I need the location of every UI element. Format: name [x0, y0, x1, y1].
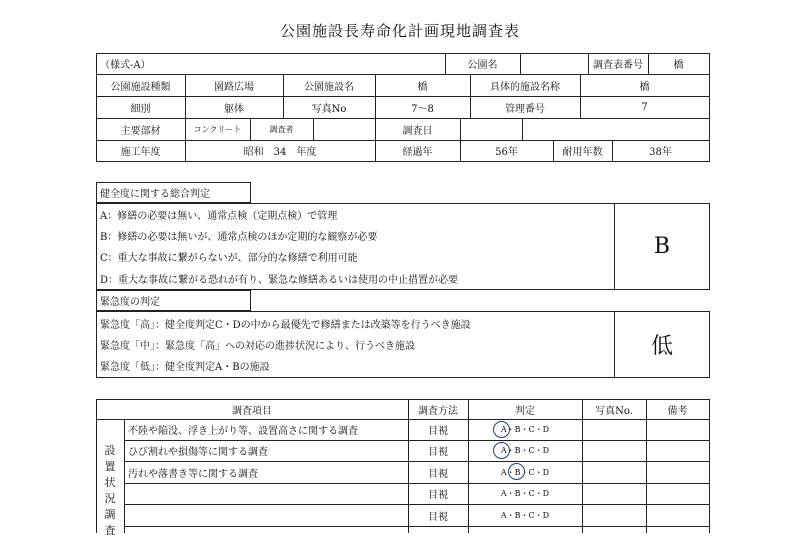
selected-circle-icon	[508, 463, 525, 480]
surveyor-value[interactable]	[313, 118, 375, 140]
life-label: 耐用年数	[562, 147, 603, 158]
built-value[interactable]: 昭和 34 年度	[243, 147, 317, 158]
survey-date-label: 調査日	[402, 125, 433, 137]
health-item-a: A：修繕の必要は無い、通常点検（定期点検）で管理	[100, 211, 338, 222]
selected-circle-icon	[493, 442, 510, 459]
row-method: 目視	[428, 426, 448, 437]
row-judge[interactable]: A・B・C・D	[500, 467, 550, 477]
row-method: 目視	[428, 468, 448, 480]
col-header-method: 調査方法	[418, 405, 458, 417]
mgmt-no-value[interactable]: 7	[641, 101, 648, 113]
facility-type-label: 公園施設種類	[110, 81, 171, 93]
urgency-heading: 緊急度の判定	[100, 297, 160, 308]
facility-name-label: 公園施設名	[304, 81, 354, 93]
row-judge[interactable]: A・B・C・D	[500, 425, 550, 434]
survey-no-value[interactable]: 橋	[673, 60, 684, 71]
mgmt-no-label: 管理番号	[505, 103, 545, 115]
row-item: 不陸や陥没、浮き上がり等、設置高さに関する調査	[128, 426, 358, 437]
row-judge[interactable]: A・B・C・D	[500, 446, 550, 455]
col-header-remarks: 備考	[667, 405, 688, 417]
specific-name-value[interactable]: 橋	[639, 81, 650, 93]
row-method: 目視	[428, 511, 448, 523]
photo-no-value[interactable]: 7～8	[411, 103, 434, 115]
facility-name-value[interactable]: 橋	[417, 81, 428, 93]
life-value[interactable]: 38年	[649, 147, 672, 158]
row-item	[124, 526, 408, 533]
row-method	[408, 526, 468, 533]
park-name-label: 公園名	[467, 60, 498, 71]
elapsed-value[interactable]: 56年	[495, 147, 518, 158]
built-label: 施工年度	[120, 147, 161, 158]
urgency-item-high: 緊急度「高」：健全度判定C・Dの中から最優先で修繕または改築等を行うべき施設	[100, 319, 471, 331]
page-title: 公園施設長寿命化計画現地調査表	[279, 22, 520, 40]
urgency-item-low: 緊急度「低」：健全度判定A・Bの施設	[100, 361, 270, 373]
health-item-c: C：重大な事故に繋がらないが、部分的な修繕で利用可能	[100, 253, 358, 264]
row-item	[124, 504, 408, 526]
row-method: 目視	[428, 490, 448, 501]
facility-type-value[interactable]: 園路広場	[214, 81, 254, 93]
park-name-value[interactable]	[520, 53, 588, 74]
row-judge[interactable]	[468, 526, 582, 533]
material-value[interactable]: コンクリート	[193, 124, 242, 134]
row-item: ひび割れや損傷等に関する調査	[128, 447, 268, 458]
urgency-result[interactable]: 低	[650, 334, 673, 359]
row-method: 目視	[428, 447, 448, 458]
row-item	[124, 483, 408, 504]
survey-no-label: 調査表番号	[593, 60, 643, 71]
row-item: 汚れや落書き等に関する調査	[128, 468, 258, 480]
row-judge[interactable]: A・B・C・D	[500, 510, 550, 520]
material-label: 主要部材	[120, 125, 161, 137]
col-header-judge: 判定	[515, 405, 535, 417]
col-header-photo: 写真No.	[595, 405, 633, 417]
urgency-item-mid: 緊急度「中」：緊急度「高」への対応の進捗状況により、行うべき施設	[100, 340, 415, 352]
form-id: （様式-A）	[100, 59, 151, 71]
health-result[interactable]: B	[653, 234, 671, 259]
detail-label: 細別	[130, 103, 151, 115]
section-label: 設 置 状 況 調 査	[104, 444, 116, 537]
specific-name-label: 具体的施設名称	[490, 81, 560, 93]
selected-circle-icon	[493, 421, 510, 438]
detail-value[interactable]: 躯体	[224, 103, 244, 115]
col-header-item: 調査項目	[232, 405, 272, 417]
health-heading: 健全度に関する総合判定	[100, 189, 210, 200]
row-judge[interactable]: A・B・C・D	[500, 489, 550, 498]
elapsed-label: 経過年	[402, 147, 433, 158]
survey-date-value[interactable]	[460, 118, 522, 140]
surveyor-label: 調査者	[269, 124, 294, 134]
health-item-d: D：重大な事故に繋がる恐れが有り、緊急な修繕あるいは使用の中止措置が必要	[100, 274, 459, 286]
health-item-b: B：修繕の必要は無いが、通常点検のほか定期的な観察が必要	[100, 232, 378, 243]
photo-no-label: 写真No	[311, 103, 347, 115]
